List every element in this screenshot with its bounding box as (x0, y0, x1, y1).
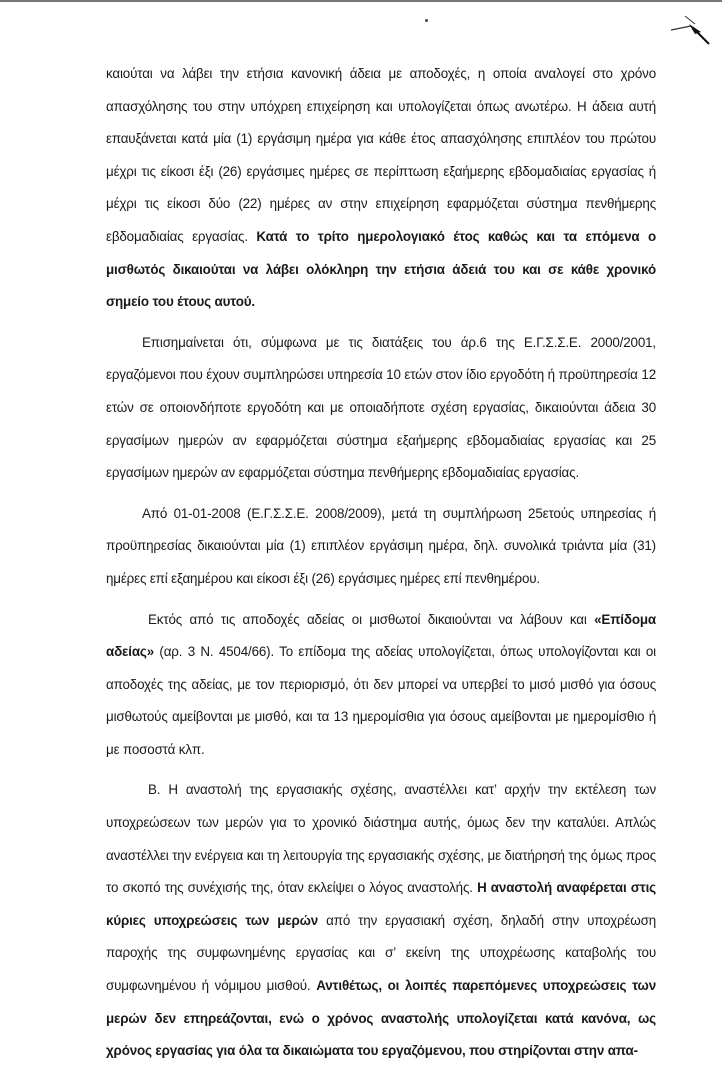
text-run: από την εργασιακή σχέση, δηλαδή στην υποχρέωση παροχής της συμφωνημένης εργασίας και σ’ εκείνη της υποχρέωσης καταβολής του συμφωνημένου ή νόμιμου μισθού. (106, 912, 656, 994)
text-run: καιούται να λάβει την ετήσια κανονική άδεια με αποδοχές, η οποία αναλογεί στο χρόνο απασχόλησης του στην υπόχρεη επιχείρηση και υπολογίζεται όπως ανωτέρω. Η άδεια αυτή επαυξάνεται κατά μία (1) εργάσιμη ημέρα για κάθε έτος απασχόλησης επιπλέον του πρώτου μέχρι τις είκοσι έξι (26) εργάσιμες ημέρες σε περίπτωση εξαήμερης εβδομαδιαίας εργασίας ή μέχρι τις είκοσι δύο (22) ημέρες αν στην επιχείρηση εφαρμόζεται σύστημα πενθήμερης εβδομαδιαίας εργασίας. (106, 66, 656, 244)
scan-speck (425, 19, 428, 22)
text-run-bold: Η αναστολή αναφέρεται στις κύριες υποχρεώσεις των μερών (106, 880, 656, 928)
text-run: Β. Η αναστολή της εργασιακής σχέσης, αναστέλλει κατ’ αρχήν την εκτέλεση των υποχρεώσεων των μερών για το χρονικό διάστημα αυτής, όμως δεν την καταλύει. Απλώς αναστέλλει την ενέργεια και τη λειτουργία της εργασιακής σχέσης, με διατήρησή της όμως προς το σκοπό της συνέχισής της, όταν εκλείψει ο λόγος αναστολής. (106, 782, 656, 896)
text-run: Επισημαίνεται ότι, σύμφωνα με τις διατάξεις του άρ.6 της Ε.Γ.Σ.Σ.Ε. 2000/2001, εργαζόμενοι που έχουν συμπληρώσει υπηρεσία 10 ετών στον ίδιο εργοδότη ή προϋπηρεσία 12 ετών σε οποιονδήποτε εργοδότη και με οποιαδήποτε σχέση εργασίας, δικαιούνται άδεια 30 εργασίμων ημερών αν εφαρμόζεται σύστημα εξαήμερης εβδομαδιαίας εργασίας και 25 εργασίμων ημερών αν εφαρμόζεται σύστημα πενθήμερης εβδομαδιαίας εργασίας. (106, 334, 656, 481)
text-run-bold: «Επίδομα αδείας» (106, 611, 656, 660)
handwritten-mark-icon (665, 10, 715, 50)
text-run: Εκτός από τις αποδοχές αδείας οι μισθωτοί δικαιούνται να λάβουν και (148, 611, 595, 627)
document-page (106, 58, 656, 1068)
scan-top-edge (0, 0, 722, 2)
text-run: (αρ. 3 Ν. 4504/66). Το επίδομα της αδείας υπολογίζεται, όπως υπολογίζονται και οι αποδοχές της αδείας, με τον περιορισμό, ότι δεν μπορεί να υπερβεί το μισό μισθό για όσους μισθωτούς αμείβονται με μισθό, και τα 13 ημερομίσθια για όσους αμείβονται με ημερομίσθιο ή με ποσοστά κλπ. (106, 644, 656, 757)
text-run-bold: Κατά το τρίτο ημερολογιακό έτος καθώς και τα επόμενα ο μισθωτός δικαιούται να λάβει ολόκληρη την ετήσια άδειά του και σε κάθε χρονικό σημείο του έτους αυτού. (106, 228, 657, 310)
paragraph-3 (106, 498, 656, 596)
paragraph-2 (106, 327, 656, 490)
text-run: Από 01-01-2008 (Ε.Γ.Σ.Σ.Ε. 2008/2009), μετά τη συμπλήρωση 25ετούς υπηρεσίας ή προϋπηρεσίας δικαιούνται μία (1) επιπλέον εργάσιμη ημέρα, δηλ. συνολικά τριάντα μία (31) ημέρες επί εξαημέρου και είκοσι έξι (26) εργάσιμες ημέρες επί πενθημέρου. (106, 505, 656, 586)
text-run-bold: Αντιθέτως, οι λοιπές παρεπόμενες υποχρεώσεις των μερών δεν επηρεάζονται, ενώ ο χρόνος αναστολής υπολογίζεται κατά κανόνα, ως χρόνος εργασίας για όλα τα δικαιώματα του εργαζόμενου, που στηρίζονται στην απα- (106, 978, 657, 1059)
paragraph-1 (106, 58, 656, 319)
paragraph-4 (106, 604, 656, 767)
